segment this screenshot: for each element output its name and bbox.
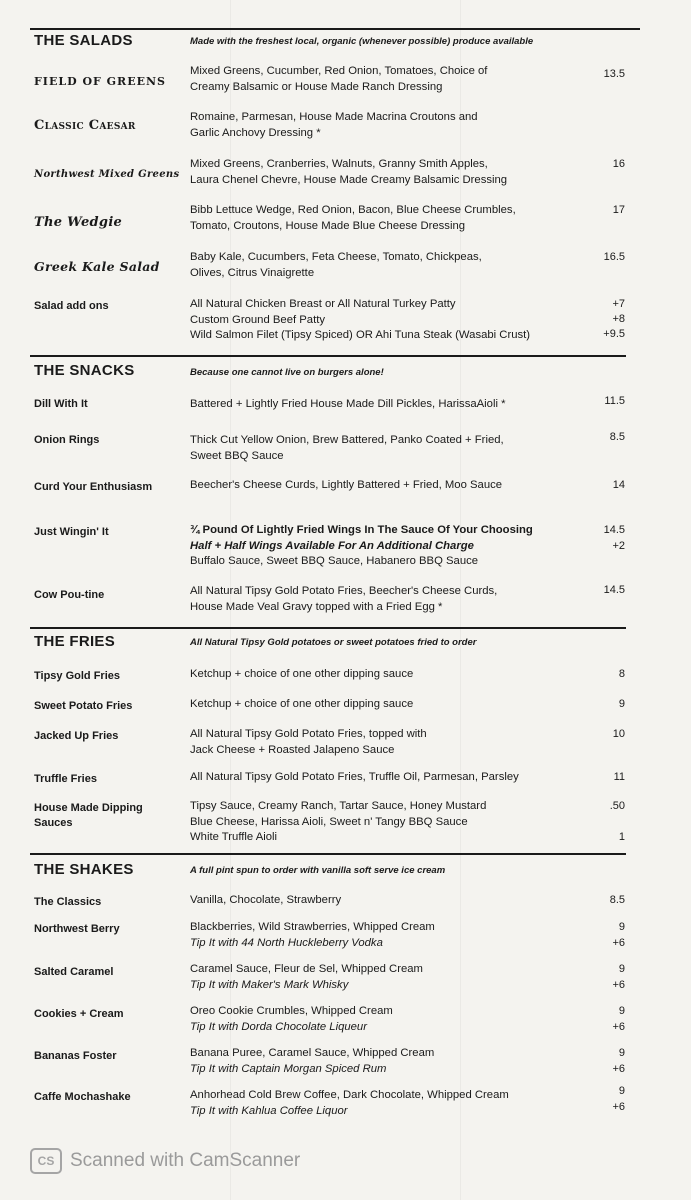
item-description: Ketchup + choice of one other dipping sauce: [190, 698, 414, 710]
item-description: Baby Kale, Cucumbers, Feta Cheese, Tomato, Chickpeas, Olives, Citrus Vinaigrette: [190, 251, 482, 279]
item-price: 14.5: [603, 584, 625, 596]
item-price: 9 +6: [612, 1047, 625, 1075]
item-description: All Natural Tipsy Gold Potato Fries, topped with Jack Cheese + Roasted Jalapeno Sauce: [190, 728, 427, 756]
item-description: Battered + Lightly Fried House Made Dill Pickles, HarissaAioli *: [190, 398, 506, 410]
item-price: 14: [612, 479, 625, 491]
item-name: Truffle Fries: [34, 773, 97, 785]
item-description: Romaine, Parmesan, House Made Macrina Croutons and Garlic Anchovy Dressing *: [190, 111, 478, 139]
scanner-watermark: [30, 1148, 300, 1174]
item-price: 11.5: [604, 395, 625, 407]
item-name: Northwest Berry: [34, 923, 120, 935]
item-description: Mixed Greens, Cucumber, Red Onion, Tomatoes, Choice of Creamy Balsamic or House Made Ranch Dressing: [190, 65, 488, 93]
item-description: Ketchup + choice of one other dipping sauce: [190, 668, 414, 680]
item-name: FIELD OF GREENS: [34, 75, 166, 88]
item-price: 14.5 +2: [603, 524, 625, 552]
item-name: Tipsy Gold Fries: [34, 670, 120, 682]
item-name: Cow Pou-tine: [34, 589, 105, 601]
item-price: 8: [618, 668, 625, 680]
item-name: Bananas Foster: [34, 1050, 117, 1062]
item-price: 16.5: [603, 251, 625, 263]
item-price: 8.5: [609, 431, 625, 443]
item-description: Blackberries, Wild Strawberries, Whipped Cream Tip It with 44 North Huckleberry Vodka: [190, 921, 435, 949]
section-tagline-shakes: A full pint spun to order with vanilla soft serve ice cream: [190, 865, 446, 876]
item-price: +7 +8 +9.5: [603, 298, 625, 340]
item-name: Onion Rings: [34, 434, 100, 446]
item-description: Mixed Greens, Cranberries, Walnuts, Granny Smith Apples, Laura Chenel Chevre, House Made Creamy Balsamic Dressing: [190, 158, 508, 186]
item-name: The Wedgie: [34, 215, 123, 230]
item-name: Jacked Up Fries: [34, 730, 119, 742]
item-name: Sweet Potato Fries: [34, 700, 133, 712]
item-price: 16: [612, 158, 625, 170]
item-name: Curd Your Enthusiasm: [34, 481, 153, 493]
item-price: 9: [618, 698, 625, 710]
item-description: ¾ Pound Of Lightly Fried Wings In The Sauce Of Your Choosing Half + Half Wings Available For An Additional Charge Buffalo Sauce, Sweet BBQ Sauce, Habanero BBQ Sauce: [190, 524, 533, 567]
item-description: Beecher's Cheese Curds, Lightly Battered + Fried, Moo Sauce: [190, 479, 503, 491]
item-name: Caffe Mochashake: [34, 1091, 131, 1103]
item-description: Caramel Sauce, Fleur de Sel, Whipped Cream Tip It with Maker's Mark Whisky: [190, 963, 423, 991]
item-price: 9 +6: [612, 1005, 625, 1033]
section-rule: [30, 853, 626, 855]
item-name: Salted Caramel: [34, 966, 114, 978]
section-tagline-fries: All Natural Tipsy Gold potatoes or sweet potatoes fried to order: [190, 637, 477, 648]
item-description: Vanilla, Chocolate, Strawberry: [190, 894, 342, 906]
item-price: 8.5: [609, 894, 625, 906]
camscanner-logo: CS: [30, 1148, 62, 1174]
item-description: All Natural Chicken Breast or All Natural Turkey Patty Custom Ground Beef Patty Wild Salmon Filet (Tipsy Spiced) OR Ahi Tuna Steak (Wasabi Crust): [190, 298, 531, 341]
watermark-text: Scanned with CamScanner: [70, 1150, 301, 1171]
item-name: House Made Dipping Sauces: [34, 802, 143, 829]
item-description: All Natural Tipsy Gold Potato Fries, Truffle Oil, Parmesan, Parsley: [190, 771, 519, 783]
section-title-snacks: THE SNACKS: [34, 362, 135, 379]
item-name: Cookies + Cream: [34, 1008, 124, 1020]
item-description: Anhorhead Cold Brew Coffee, Dark Chocolate, Whipped Cream Tip It with Kahlua Coffee Liquor: [190, 1089, 509, 1117]
item-name: Greek Kale Salad: [34, 259, 160, 274]
section-rule: [30, 28, 640, 30]
section-tagline-salads: Made with the freshest local, organic (whenever possible) produce available: [190, 36, 534, 47]
item-price: 13.5: [603, 68, 625, 80]
item-price: 9 +6: [612, 1085, 625, 1113]
section-title-shakes: THE SHAKES: [34, 861, 134, 878]
item-price: 17: [612, 204, 625, 216]
item-price: 9 +6: [612, 963, 625, 991]
item-name: Just Wingin' It: [34, 526, 109, 538]
item-description: Bibb Lettuce Wedge, Red Onion, Bacon, Blue Cheese Crumbles, Tomato, Croutons, House Made Blue Cheese Dressing: [190, 204, 516, 232]
section-title-fries: THE FRIES: [34, 633, 116, 650]
item-description: All Natural Tipsy Gold Potato Fries, Beecher's Cheese Curds, House Made Veal Gravy topped with a Fried Egg *: [190, 585, 498, 613]
item-price: 11: [613, 771, 625, 783]
item-description: Thick Cut Yellow Onion, Brew Battered, Panko Coated + Fried, Sweet BBQ Sauce: [190, 434, 504, 462]
item-description: Banana Puree, Caramel Sauce, Whipped Cream Tip It with Captain Morgan Spiced Rum: [190, 1047, 435, 1075]
item-price: 9 +6: [612, 921, 625, 949]
item-name: Salad add ons: [34, 300, 109, 312]
item-name: Dill With It: [34, 398, 88, 410]
section-title-salads: THE SALADS: [34, 32, 133, 49]
item-description: Tipsy Sauce, Creamy Ranch, Tartar Sauce, Honey Mustard Blue Cheese, Harissa Aioli, Sweet n' Tangy BBQ Sauce White Truffle Aioli: [190, 800, 487, 843]
section-rule: [30, 627, 626, 629]
item-price: 10: [612, 728, 625, 740]
item-name: The Classics: [34, 896, 102, 908]
item-name: Northwest Mixed Greens: [34, 169, 180, 180]
item-description: Oreo Cookie Crumbles, Whipped Cream Tip It with Dorda Chocolate Liqueur: [190, 1005, 393, 1033]
section-rule: [30, 355, 626, 357]
item-name: Classic Caesar: [34, 118, 136, 133]
section-tagline-snacks: Because one cannot live on burgers alone!: [190, 367, 384, 378]
item-price: .50 1: [609, 800, 625, 843]
